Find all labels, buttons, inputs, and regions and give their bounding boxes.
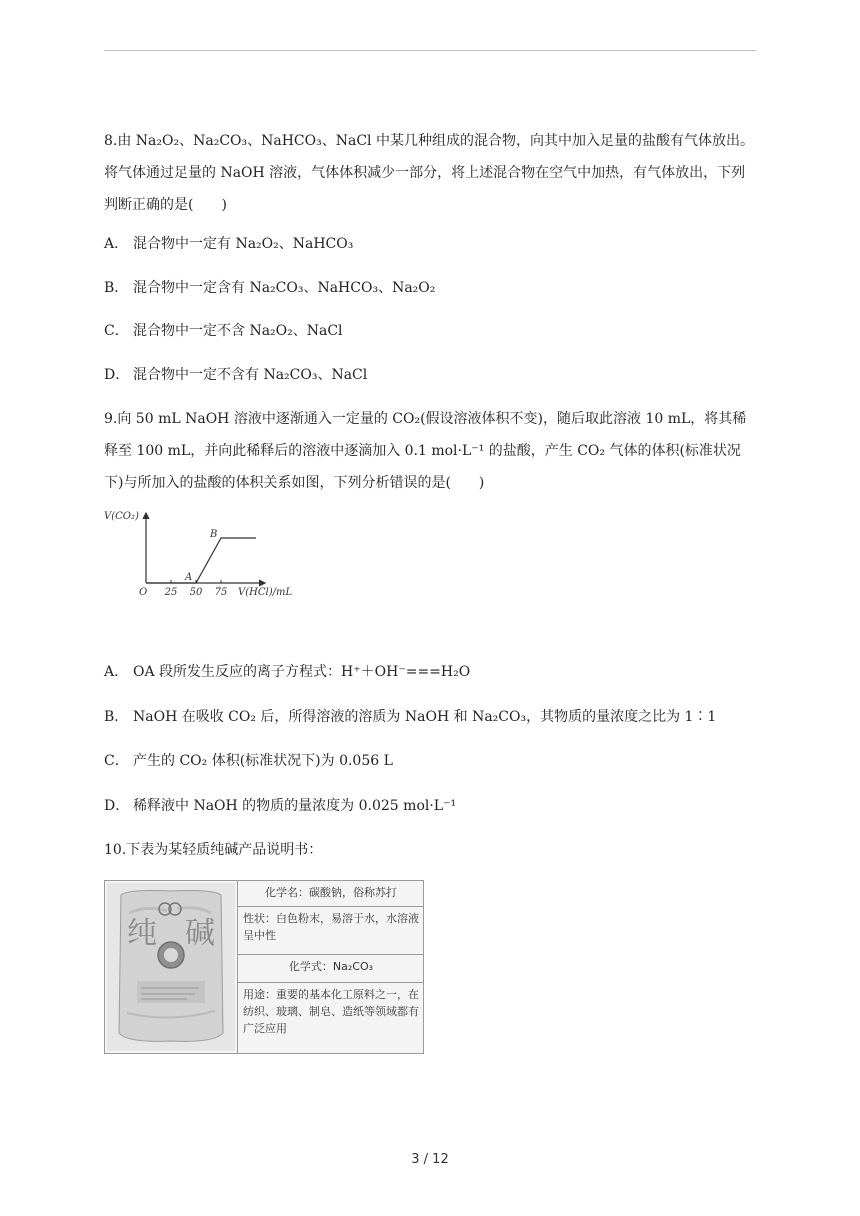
spec-property: 性状：白色粉末，易溶于水，水溶液呈中性	[238, 907, 424, 955]
q9-option-b[interactable]	[104, 707, 756, 727]
soda-bag-image	[107, 883, 235, 1051]
product-spec-table	[237, 881, 424, 1053]
q9-option-d[interactable]	[104, 796, 756, 816]
header-rule	[104, 50, 756, 51]
option-text: 产生的 CO₂ 体积(标准状况下)为 0.056 L	[133, 753, 393, 769]
option-letter: A．	[104, 664, 129, 680]
bag-char-1: 纯	[127, 916, 157, 951]
x-tick-label: 25	[164, 587, 178, 598]
option-text: 混合物中一定不含有 Na₂CO₃、NaCl	[133, 367, 368, 383]
product-manual	[104, 880, 424, 1054]
option-text: 混合物中一定含有 Na₂CO₃、NaHCO₃、Na₂O₂	[133, 280, 436, 296]
question-10-stem: 10.下表为某轻质纯碱产品说明书：	[104, 842, 323, 858]
option-text: 混合物中一定不含 Na₂O₂、NaCl	[133, 323, 343, 339]
option-letter: D．	[104, 798, 130, 814]
q8-option-d[interactable]	[104, 365, 756, 385]
question-8-stem: 8.由 Na₂O₂、Na₂CO₃、NaHCO₃、NaCl 中某几种组成的混合物，向其中加入足量的盐酸有气体放出。将气体通过足量的 NaOH 溶液，气体体积减少一部分，将上述混合物在空气中加热，有气体放出，下列判断正确的是( )	[104, 133, 754, 213]
series-line	[146, 538, 256, 583]
bag-char-2: 碱	[185, 916, 215, 951]
x-axis-label: V(HCl)/mL	[238, 587, 293, 598]
page-number: 3 / 12	[411, 1152, 449, 1167]
y-axis-label: V(CO₂)	[104, 511, 139, 522]
option-letter: C．	[104, 323, 129, 339]
q9-option-c[interactable]	[104, 751, 756, 771]
option-letter: C．	[104, 753, 129, 769]
option-text: 稀释液中 NaOH 的物质的量浓度为 0.025 mol·L⁻¹	[133, 798, 457, 814]
question-9-stem: 9.向 50 mL NaOH 溶液中逐渐通入一定量的 CO₂(假设溶液体积不变)，随后取此溶液 10 mL，将其稀释至 100 mL，并向此稀释后的溶液中逐滴加入 0.1 mol·L⁻¹ 的盐酸，产生 CO₂ 气体的体积(标准状况下)与所加入的盐酸的体积关系如图，下列分析错误的是( )	[104, 411, 747, 491]
co2-volume-chart	[100, 505, 310, 605]
q8-option-a[interactable]	[104, 234, 756, 254]
spec-usage: 用途：重要的基本化工原料之一，在纺织、玻璃、制皂、造纸等领域都有广泛应用	[243, 988, 419, 1035]
option-letter: D．	[104, 367, 130, 383]
spec-formula: 化学式：Na₂CO₃	[238, 955, 424, 983]
q8-option-c[interactable]	[104, 321, 756, 341]
option-text: NaOH 在吸收 CO₂ 后，所得溶液的溶质为 NaOH 和 Na₂CO₃，其物质的量浓度之比为 1∶1	[133, 709, 717, 725]
x-tick-label: 50	[189, 587, 203, 598]
option-letter: A．	[104, 236, 129, 252]
option-letter: B．	[104, 709, 129, 725]
option-letter: B．	[104, 280, 129, 296]
option-text: 混合物中一定有 Na₂O₂、NaHCO₃	[133, 236, 354, 252]
q9-option-a[interactable]	[104, 662, 756, 682]
spec-chemical-name: 化学名：碳酸钠，俗称苏打	[238, 881, 424, 907]
origin-label: O	[139, 587, 148, 598]
x-tick-label: 75	[214, 587, 228, 598]
option-text: OA 段所发生反应的离子方程式：H⁺＋OH⁻===H₂O	[133, 664, 471, 680]
point-label-a: A	[185, 572, 193, 583]
q8-option-b[interactable]	[104, 278, 756, 298]
point-label-b: B	[210, 529, 218, 540]
